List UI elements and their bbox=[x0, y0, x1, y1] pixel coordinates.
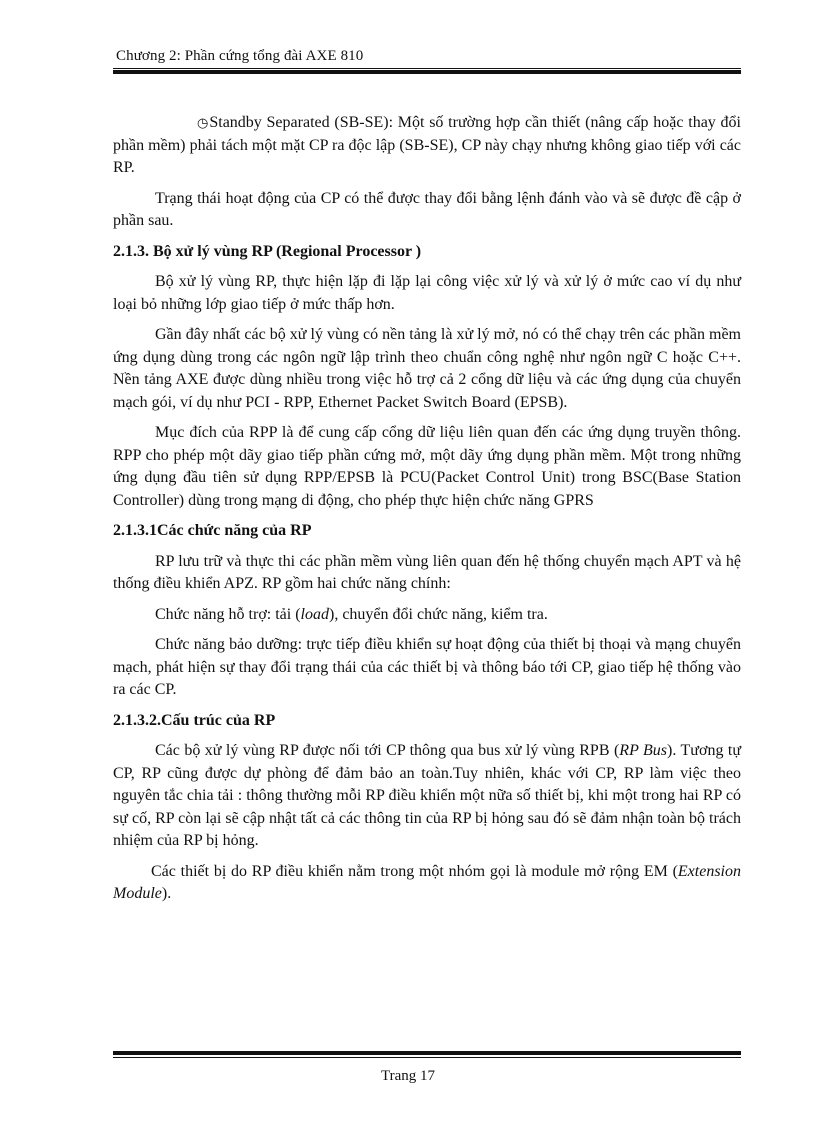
paragraph-standby-separated bbox=[113, 112, 741, 180]
text-segment: Các thiết bị do RP điều khiển nằm trong một nhóm gọi là module mở rộng EM ( bbox=[151, 862, 678, 880]
emphasis-load: load bbox=[300, 605, 329, 623]
text-segment: Chức năng hỗ trợ: tải ( bbox=[155, 605, 301, 623]
paragraph-extension-module bbox=[113, 861, 741, 906]
section-heading-2-1-3-2: 2.1.3.2.Cấu trúc của RP bbox=[113, 711, 276, 729]
text-segment: ). bbox=[161, 885, 172, 902]
paragraph-support-function bbox=[113, 604, 741, 627]
paragraph-rpp-purpose: Mục đích của RPP là để cung cấp cổng dữ liệu liên quan đến các ứng dụng truyền thông. RPP cho phép một dãy giao tiếp phần cứng mở, một dãy ứng dụng phần mềm. Một trong những ứng dụng đầu tiên sử dụng RPP/EPSB là PCU(Packet Control Unit) trong BSC(Base Station Controller) dùng trong mạng di động, cho phép thực hiện chức năng GPRS bbox=[113, 424, 741, 509]
paragraph-rp-structure bbox=[113, 740, 741, 853]
footer-rule-thin bbox=[113, 1057, 741, 1058]
header-rule-thin bbox=[113, 68, 741, 69]
paragraph-maintenance-function: Chức năng bảo dưỡng: trực tiếp điều khiển sự hoạt động của thiết bị thoại và mạng chuyển mạch, phát hiện sự thay đổi trạng thái của các thiết bị và thông báo tới CP, giao tiếp hệ thống vào ra các CP. bbox=[113, 636, 741, 698]
emphasis-rp-bus: RP Bus bbox=[619, 742, 668, 759]
paragraph-text: Standby Separated (SB-SE): Một số trường hợp cần thiết (nâng cấp hoặc thay đổi phần mềm) phải tách một mặt CP ra độc lập (SB-SE), CP này chạy nhưng không giao tiếp với các RP. bbox=[113, 114, 741, 176]
text-segment: Các bộ xử lý vùng RP được nối tới CP thông qua bus xử lý vùng RPB ( bbox=[155, 742, 620, 759]
text-segment: ). Tương tự CP, RP cũng được dự phòng để đảm bảo an toàn.Tuy nhiên, khác với CP, RP làm việc theo nguyên tắc chia tải : thông thường mỗi RP điều khiển một nữa số thiết bị, khi một trong hai RP có sự cố, RP còn lại sẽ cập nhật tất cả các thông tin của RP bị hỏng sau đó sẽ đảm nhận toàn bộ trách nhiệm của RP bị hỏng. bbox=[113, 742, 742, 849]
paragraph-rp-intro: Bộ xử lý vùng RP, thực hiện lặp đi lặp lại công việc xử lý và xử lý ở mức cao ví dụ như loại bỏ những lớp giao tiếp ở mức thấp hơn. bbox=[113, 273, 741, 313]
header-rule-thick bbox=[113, 70, 741, 74]
page-number: Trang 17 bbox=[380, 1068, 436, 1084]
footer-rule-thick bbox=[113, 1051, 741, 1055]
text-segment: ), chuyển đổi chức năng, kiểm tra. bbox=[329, 605, 548, 623]
section-heading-2-1-3-1: 2.1.3.1Các chức năng của RP bbox=[113, 522, 312, 539]
clock-icon: ◷ bbox=[197, 115, 209, 130]
section-heading-2-1-3: 2.1.3. Bộ xử lý vùng RP (Regional Processor ) bbox=[113, 242, 422, 260]
paragraph-rp-functions: RP lưu trữ và thực thi các phần mềm vùng liên quan đến hệ thống chuyển mạch APT và hệ thống điều khiển APZ. RP gồm hai chức năng chính: bbox=[113, 552, 741, 592]
chapter-title: Chương 2: Phần cứng tổng đài AXE 810 bbox=[116, 48, 364, 64]
paragraph-rp-platform: Gần đây nhất các bộ xử lý vùng có nền tảng là xử lý mở, nó có thể chạy trên các phần mềm ứng dụng dùng trong các ngôn ngữ lập trình theo chuẩn công nghệ như ngôn ngữ C hoặc C++. Nền tảng AXE được dùng nhiều trong việc hỗ trợ cả 2 cổng dữ liệu và các ứng dụng của chuyển mạch gói, ví dụ như PCI - RPP, Ethernet Packet Switch Board (EPSB). bbox=[113, 326, 741, 411]
document-body bbox=[113, 112, 741, 914]
emphasis-extension-module: Extension Module bbox=[113, 862, 741, 902]
paragraph-cp-state: Trạng thái hoạt động của CP có thể được thay đổi bằng lệnh đánh vào và sẽ được đề cập ở phần sau. bbox=[113, 189, 741, 229]
